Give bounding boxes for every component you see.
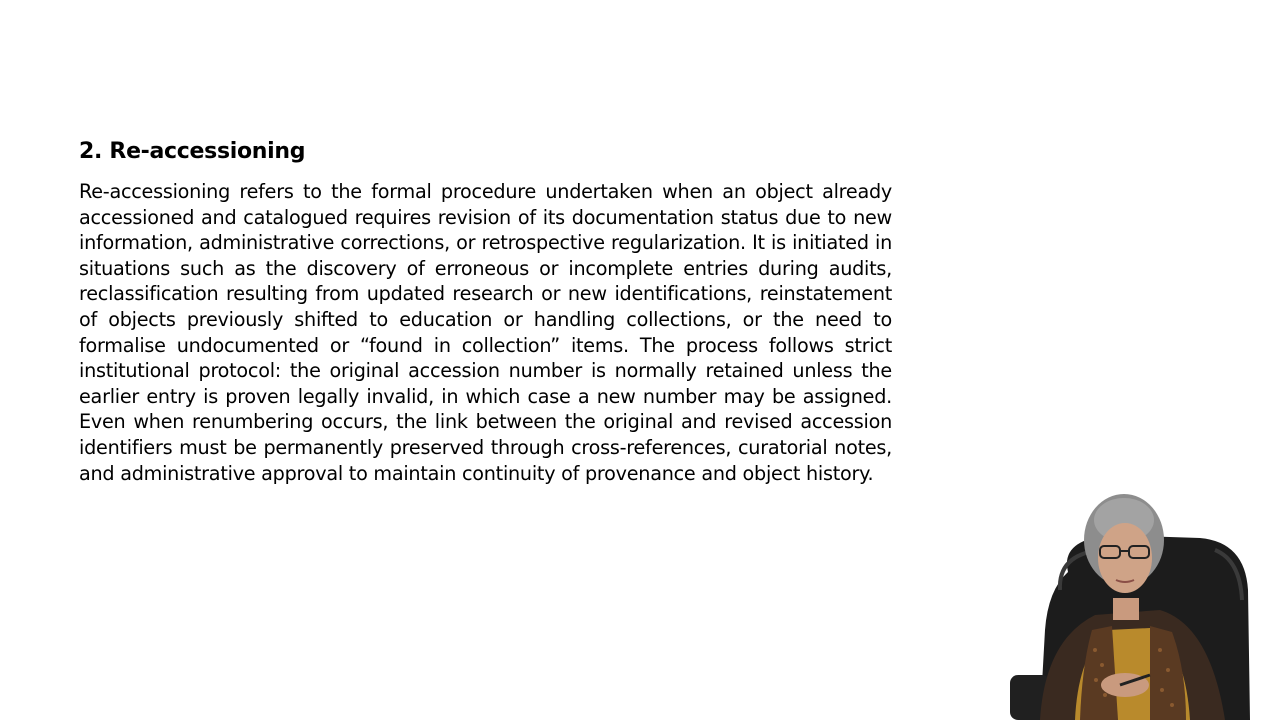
section-heading: 2. Re-accessioning [79, 139, 306, 164]
presenter-video [1000, 480, 1280, 720]
body-paragraph: Re-accessioning refers to the formal procedure undertaken when an object already accessioned and catalogued requires revision of its documentation status due to new information, administrative corrections, or retrospective regularization. It is initiated in situations such as the discovery of erroneous or incomplete entries during audits, reclassification resulting from updated research or new identifications, reinstatement of objects previously shifted to education or handling collections, or the need to formalise undocumented or “found in collection” items. The process follows strict institutional protocol: the original accession number is normally retained unless the earlier entry is proven legally invalid, in which case a new number may be assigned. Even when renumbering occurs, the link between the original and revised accession identifiers must be permanently preserved through cross-references, curatorial notes, and administrative approval to maintain continuity of provenance and object history. [79, 180, 892, 485]
presenter-video-icon [1000, 480, 1280, 720]
